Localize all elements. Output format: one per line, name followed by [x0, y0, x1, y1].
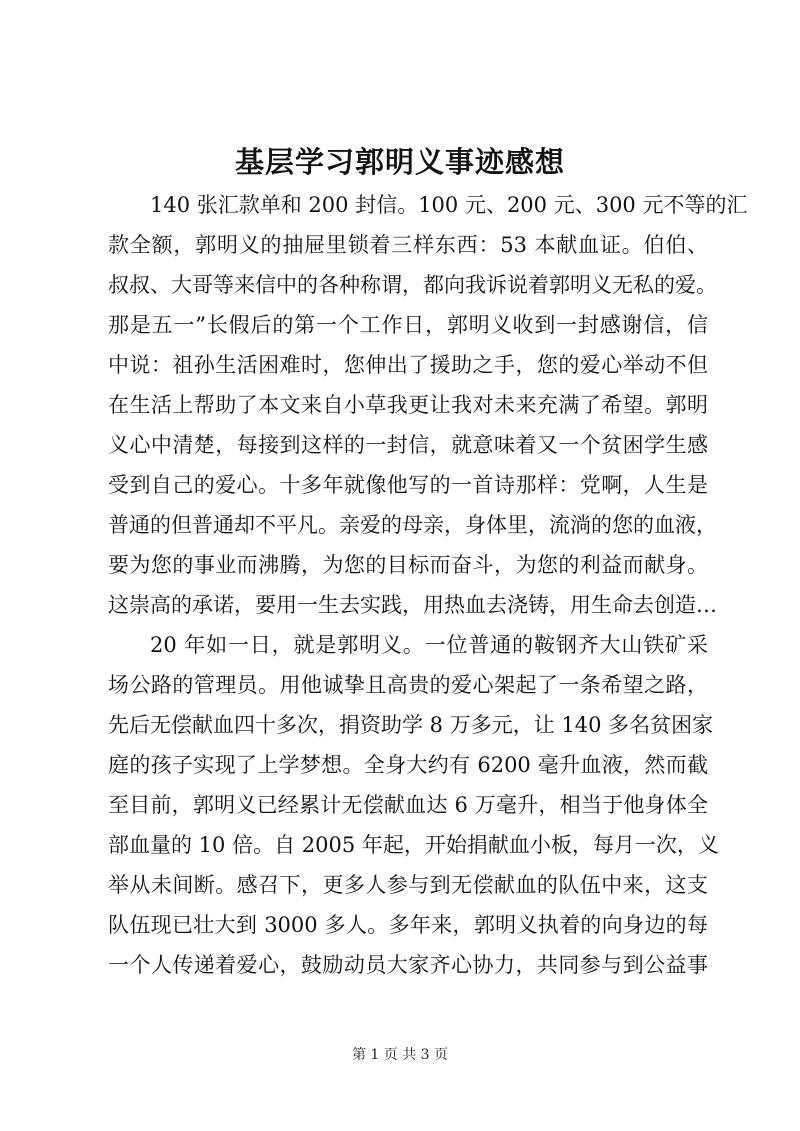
- document-title: 基层学习郭明义事迹感想: [234, 145, 565, 179]
- paragraph-1-line: 受到自己的爱心。十多年就像他写的一首诗那样：党啊，人生是: [108, 473, 708, 497]
- paragraph-2-line: 至目前，郭明义已经累计无偿献血达 6 万毫升，相当于他身体全: [108, 793, 708, 817]
- paragraph-1-line: 普通的但普通却不平凡。亲爱的母亲，身体里，流淌的您的血液，: [108, 513, 717, 537]
- paragraph-2-line: 队伍现已壮大到 3000 多人。多年来，郭明义执着的向身边的每: [108, 913, 708, 937]
- paragraph-2-line: 举从未间断。感召下，更多人参与到无偿献血的队伍中来，这支: [108, 873, 708, 897]
- paragraph-1-line: 在生活上帮助了本文来自小草我更让我对未来充满了希望。郭明: [108, 393, 708, 417]
- paragraph-2-line: 庭的孩子实现了上学梦想。全身大约有 6200 毫升血液，然而截: [108, 753, 708, 777]
- paragraph-2-line: 先后无偿献血四十多次，捐资助学 8 万多元，让 140 多名贫困家: [108, 713, 714, 737]
- paragraph-2-line: 一个人传递着爱心，鼓励动员大家齐心协力，共同参与到公益事: [108, 953, 708, 977]
- paragraph-1-line: 款全额，郭明义的抽屉里锁着三样东西：53 本献血证。伯伯、: [108, 233, 708, 257]
- paragraph-1-line: 那是五一”长假后的第一个工作日，郭明义收到一封感谢信，信: [108, 313, 708, 337]
- paragraph-1-line: 要为您的事业而沸腾，为您的目标而奋斗，为您的利益而献身。: [108, 553, 708, 577]
- paragraph-1-line: 义心中清楚，每接到这样的一封信，就意味着又一个贫困学生感: [108, 433, 708, 457]
- paragraph-1-line: 中说：祖孙生活困难时，您伸出了援助之手，您的爱心举动不但: [108, 353, 708, 377]
- paragraph-2-line: 20 年如一日，就是郭明义。一位普通的鞍钢齐大山铁矿采: [150, 633, 708, 657]
- paragraph-1-line: 叔叔、大哥等来信中的各种称谓，都向我诉说着郭明义无私的爱。: [108, 273, 717, 297]
- page-number-footer: 第 1 页 共 3 页: [351, 1047, 449, 1063]
- paragraph-1-line: 这崇高的承诺，要用一生去实践，用热血去浇铸，用生命去创造…: [108, 593, 717, 617]
- paragraph-1-line: 140 张汇款单和 200 封信。100 元、200 元、300 元不等的汇: [150, 193, 748, 217]
- paragraph-2-line: 部血量的 10 倍。自 2005 年起，开始捐献血小板，每月一次，义: [108, 833, 719, 857]
- paragraph-2-line: 场公路的管理员。用他诚挚且高贵的爱心架起了一条希望之路，: [108, 673, 708, 697]
